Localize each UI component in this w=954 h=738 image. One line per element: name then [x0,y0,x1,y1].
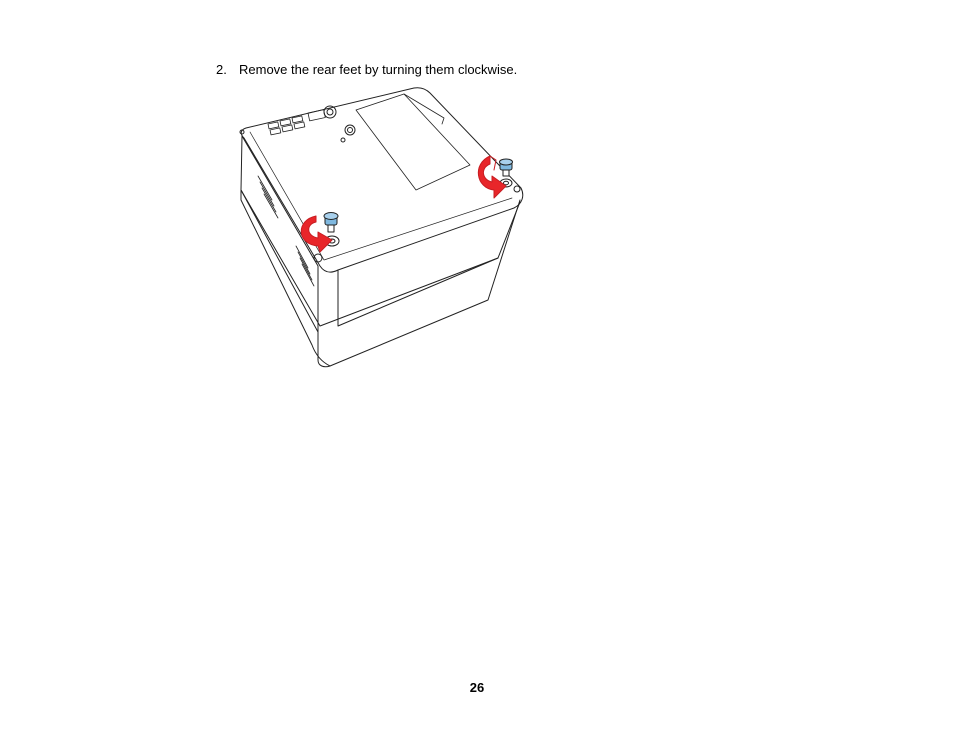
page-number: 26 [469,680,485,695]
projector-illustration [236,86,532,370]
step-text: Remove the rear feet by turning them clockwise. [239,62,518,77]
step-number: 2. [216,62,227,77]
projector-body [240,88,523,367]
step-instruction [216,62,517,78]
